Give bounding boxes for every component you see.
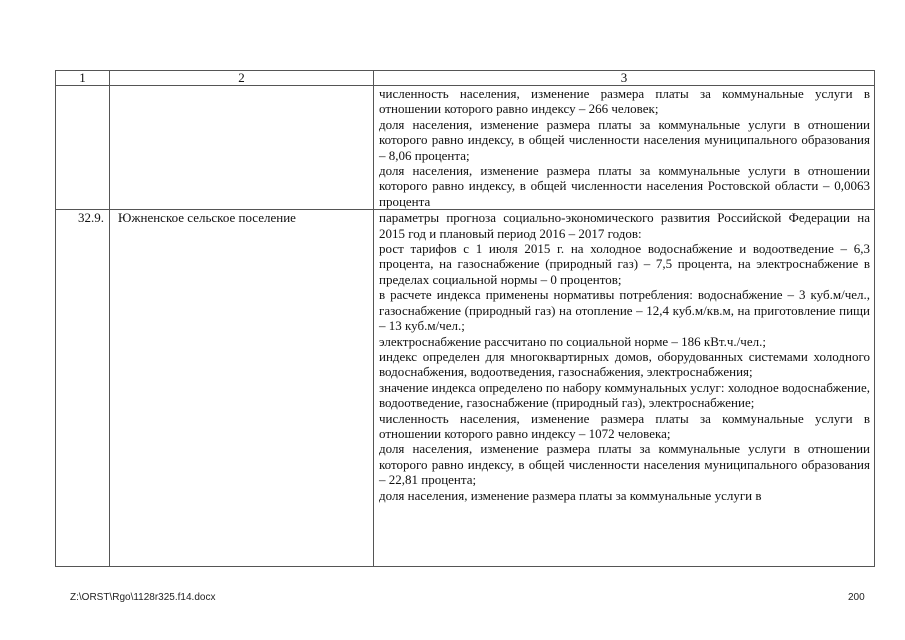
table-row-continued xyxy=(56,86,875,210)
header-cell-2: 2 xyxy=(110,71,374,86)
header-cell-3: 3 xyxy=(374,71,875,86)
paragraph: доля населения, изменение размера платы за коммунальные услуги в отношении которого равно индексу, в общей численности населения Ростовской области – 0,0063 процента xyxy=(379,163,870,209)
footer-page-number: 200 xyxy=(848,592,865,603)
paragraph: доля населения, изменение размера платы за коммунальные услуги в xyxy=(379,487,762,503)
table-header-row xyxy=(56,71,875,86)
paragraph: доля населения, изменение размера платы за коммунальные услуги в отношении которого равно индексу, в общей численности населения муниципального образования – 8,06 процента; xyxy=(379,116,870,163)
row-name-cell: Южненское сельское поселение xyxy=(110,210,374,567)
row-text-cell xyxy=(374,210,875,567)
paragraph: доля населения, изменение размера платы за коммунальные услуги в отношении которого равно индексу, в общей численности населения муниципального образования – 22,81 процента; xyxy=(379,441,870,488)
paragraph: электроснабжение рассчитано по социальной норме – 186 кВт.ч./чел.; xyxy=(379,333,766,349)
row-name-cell xyxy=(110,86,374,210)
header-cell-1: 1 xyxy=(56,71,110,86)
paragraph: в расчете индекса применены нормативы потребления: водоснабжение – 3 куб.м/чел., газоснабжение (природный газ) на отопление – 12,4 куб.м/кв.м, на приготовление пищи – 13 куб.м/чел.; xyxy=(379,287,870,334)
paragraph: значение индекса определено по набору коммунальных услуг: холодное водоснабжение, водоотведение, газоснабжение (природный газ), электроснабжение; xyxy=(379,379,870,411)
row-number-cell xyxy=(56,86,110,210)
paragraph: параметры прогноза социально-экономического развития Российской Федерации на 2015 год и плановый период 2016 – 2017 годов: xyxy=(379,210,870,241)
table-row-32-9 xyxy=(56,210,875,567)
row-text-cell xyxy=(374,86,875,210)
paragraph: численность населения, изменение размера платы за коммунальные услуги в отношении которого равно индексу – 266 человек; xyxy=(379,86,870,117)
paragraph: численность населения, изменение размера платы за коммунальные услуги в отношении которого равно индексу – 1072 человека; xyxy=(379,410,870,441)
row-number-cell: 32.9. xyxy=(56,210,110,567)
paragraph: рост тарифов с 1 июля 2015 г. на холодное водоснабжение и водоотведение – 6,3 процента, на газоснабжение (природный газ) – 7,5 процента, на электроснабжение в пределах социальной нормы – 0 процентов; xyxy=(379,241,870,287)
footer-file-path: Z:\ORST\Rgo\1128r325.f14.docx xyxy=(70,592,216,603)
paragraph: индекс определен для многоквартирных домов, оборудованных системами холодного водоснабжения, водоотведения, газоснабжения, электроснабжения; xyxy=(379,348,870,380)
document-table xyxy=(55,70,875,567)
